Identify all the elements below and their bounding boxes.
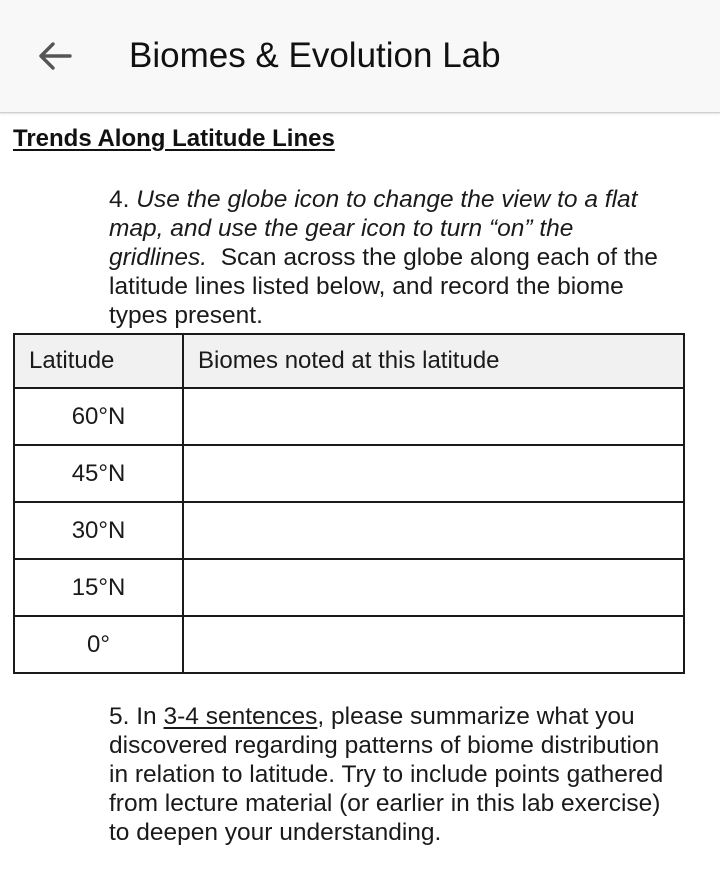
question-4-instructions: Use the globe icon to change the view to a flat map, and use the gear icon to turn “on” the gridlines. (109, 186, 638, 271)
question-5-number: 5. (109, 703, 130, 730)
app-bar (0, 0, 720, 113)
biomes-cell[interactable] (183, 502, 684, 559)
latitude-cell: 30°N (14, 502, 183, 559)
biomes-cell[interactable] (183, 388, 684, 445)
table-row (14, 388, 684, 445)
section-heading: Trends Along Latitude Lines (13, 125, 335, 152)
question-5-prompt: , please summarize what you discovered regarding patterns of biome distribution in relation to latitude. Try to include points gathered from lecture material (or earlier in this lab exercise) to deepen your understanding. (109, 703, 664, 846)
table-row (14, 616, 684, 673)
table-row (14, 559, 684, 616)
header-latitude: Latitude (14, 334, 183, 388)
table-row (14, 502, 684, 559)
back-button[interactable] (28, 34, 80, 78)
biomes-cell[interactable] (183, 559, 684, 616)
latitude-cell: 60°N (14, 388, 183, 445)
latitude-cell: 45°N (14, 445, 183, 502)
question-4-number: 4. (109, 186, 130, 213)
latitude-table (13, 333, 685, 674)
latitude-cell: 15°N (14, 559, 183, 616)
arrow-left-icon (36, 40, 72, 72)
header-biomes: Biomes noted at this latitude (183, 334, 684, 388)
table-header-row (14, 334, 684, 388)
table-row (14, 445, 684, 502)
question-4-task: Scan across the globe along each of the latitude lines listed below, and record the biome types present. (109, 244, 658, 329)
biomes-cell[interactable] (183, 616, 684, 673)
question-5-length-requirement: 3-4 sentences (163, 703, 318, 730)
question-5-lead: In (136, 703, 157, 730)
biomes-cell[interactable] (183, 445, 684, 502)
question-4 (109, 185, 679, 330)
question-5 (109, 702, 684, 847)
latitude-cell: 0° (14, 616, 183, 673)
page-title: Biomes & Evolution Lab (129, 36, 501, 75)
